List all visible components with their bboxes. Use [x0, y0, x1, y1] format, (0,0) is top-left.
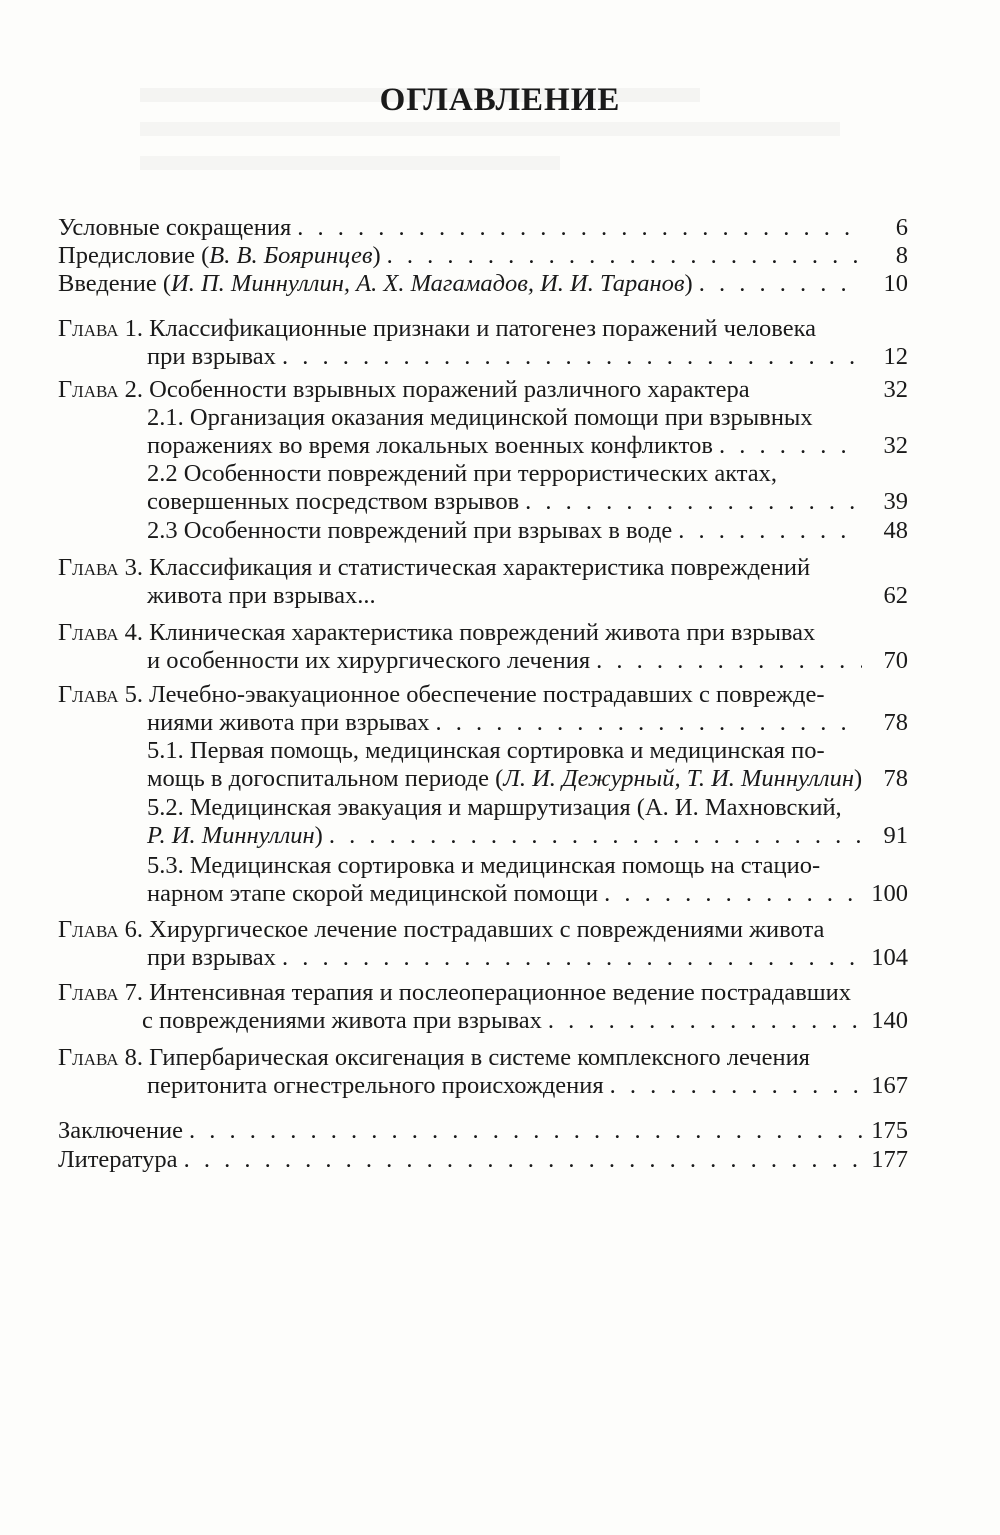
- toc-entry-chapter-7-cont: [142, 1005, 908, 1037]
- page-number: 12: [883, 343, 908, 370]
- chapter-label: Глава 3.: [58, 554, 144, 581]
- entry-text: живота при взрывах...: [147, 582, 376, 609]
- leader-dots: [282, 341, 862, 373]
- entry-text: 5.3. Медицинская сортировка и медицинская помощь на стацио-: [147, 852, 821, 879]
- entry-text: Гипербарическая оксигенация в системе комплексного лечения: [149, 1044, 810, 1071]
- entry-text: Лечебно-эвакуационное обеспечение пострадавших с поврежде-: [149, 681, 825, 708]
- page-number: 78: [883, 765, 908, 792]
- entry-text: 5.1. Первая помощь, медицинская сортировка и медицинская по-: [147, 737, 825, 764]
- chapter-label: Глава 2.: [58, 376, 144, 403]
- entry-text: поражениях во время локальных военных конфликтов: [147, 432, 713, 459]
- leader-dots: [184, 1144, 862, 1176]
- chapter-label: Глава 6.: [58, 916, 144, 943]
- page-number: 177: [871, 1146, 908, 1173]
- toc-entry-section-5-3-cont: [147, 878, 908, 910]
- page-number: 78: [883, 709, 908, 736]
- entry-text: Заключение: [58, 1117, 183, 1144]
- page-number: 167: [871, 1072, 908, 1099]
- chapter-label: Глава 5.: [58, 681, 144, 708]
- leader-dots: [282, 942, 862, 974]
- toc-entry-section-5-1-cont: [147, 763, 908, 795]
- page-number: 175: [871, 1117, 908, 1144]
- toc-entry-section-2-3[interactable]: [147, 515, 908, 547]
- chapter-label: Глава 7.: [58, 979, 144, 1006]
- entry-text: мощь в догоспитальном периоде (Л. И. Дежурный, Т. И. Миннуллин): [147, 765, 863, 792]
- entry-text: Клиническая характеристика повреждений живота при взрывах: [149, 619, 816, 646]
- author-names: А. И. Махновский,: [644, 794, 842, 821]
- entry-text: Предисловие (В. В. Бояринцев): [58, 242, 381, 269]
- chapter-label: Глава 8.: [58, 1044, 144, 1071]
- entry-text: Хирургическое лечение пострадавших с повреждениями живота: [149, 916, 825, 943]
- entry-text: Литература: [58, 1146, 178, 1173]
- toc-entry-chapter-8-cont: [147, 1070, 908, 1102]
- toc-entry-chapter-6-cont: [147, 942, 908, 974]
- entry-text: Глава 2. Особенности взрывных поражений различного характера: [58, 376, 750, 403]
- author-names: Р. И. Миннуллин: [147, 822, 315, 849]
- entry-text: 2.1. Организация оказания медицинской помощи при взрывных: [147, 404, 813, 431]
- chapter-label: Глава 4.: [58, 619, 144, 646]
- page-number: 32: [883, 432, 908, 459]
- entry-text: совершенных посредством взрывов: [147, 488, 520, 515]
- leader-dots: [548, 1005, 862, 1037]
- entry-text: перитонита огнестрельного происхождения: [147, 1072, 604, 1099]
- page-number: 104: [871, 944, 908, 971]
- entry-text: при взрывах: [147, 944, 276, 971]
- leader-dots: [610, 1070, 862, 1102]
- entry-text: нарном этапе скорой медицинской помощи: [147, 880, 599, 907]
- toc-entry-chapter-1-cont: [147, 341, 908, 373]
- toc-entry-section-2-2-cont: [147, 486, 908, 518]
- entry-text: с повреждениями живота при взрывах: [142, 1007, 542, 1034]
- toc-entry-references[interactable]: [58, 1144, 908, 1176]
- entry-text: Условные сокращения: [58, 214, 292, 241]
- page-title: ОГЛАВЛЕНИЕ: [379, 82, 621, 118]
- page-number: 100: [871, 880, 908, 907]
- page-number: 32: [883, 376, 908, 403]
- entry-text: и особенности их хирургического лечения: [147, 647, 591, 674]
- page-number: 140: [871, 1007, 908, 1034]
- entry-text: Классификационные признаки и патогенез поражений человека: [149, 315, 816, 342]
- toc-entry-conclusion[interactable]: [58, 1115, 908, 1147]
- leader-dots: [189, 1115, 862, 1147]
- page-number: 70: [883, 647, 908, 674]
- toc-entry-chapter-4-cont: [147, 645, 908, 677]
- page-number: 6: [895, 214, 908, 241]
- entry-text: при взрывах: [147, 343, 276, 370]
- entry-text: 2.3 Особенности повреждений при взрывах в воде: [147, 517, 673, 544]
- entry-text: ниями живота при взрывах: [147, 709, 430, 736]
- leader-dots: [329, 820, 862, 852]
- entry-text: Введение (И. П. Миннуллин, А. Х. Магамадов, И. И. Таранов): [58, 270, 693, 297]
- leader-dots: [604, 878, 862, 910]
- leader-dots: [699, 268, 862, 300]
- page-number: 48: [883, 517, 908, 544]
- author-names: Л. И. Дежурный, Т. И. Миннуллин: [503, 765, 854, 792]
- entry-text: Р. И. Миннуллин): [147, 822, 323, 849]
- page-number: 8: [895, 242, 908, 269]
- entry-text: 5.2. Медицинская эвакуация и маршрутизация (А. И. Махновский,: [147, 794, 842, 821]
- leader-dots: [596, 645, 862, 677]
- page-number: 10: [883, 270, 908, 297]
- toc-entry-introduction[interactable]: [58, 268, 908, 300]
- page-number: 62: [883, 582, 908, 609]
- leader-dots: [525, 486, 862, 518]
- page-number: 39: [883, 488, 908, 515]
- leader-dots: [678, 515, 862, 547]
- entry-text: Интенсивная терапия и послеоперационное ведение пострадавших: [149, 979, 852, 1006]
- toc-entry-chapter-3-cont: [147, 580, 908, 612]
- author-names: И. П. Миннуллин, А. Х. Магамадов, И. И. Таранов: [171, 270, 685, 297]
- entry-text: 2.2 Особенности повреждений при террористических актах,: [147, 460, 778, 487]
- entry-text: Классификация и статистическая характеристика повреждений: [149, 554, 811, 581]
- toc-entry-section-5-2-cont: [147, 820, 908, 852]
- page-number: 91: [883, 822, 908, 849]
- author-names: В. В. Бояринцев: [209, 242, 373, 269]
- chapter-label: Глава 1.: [58, 315, 144, 342]
